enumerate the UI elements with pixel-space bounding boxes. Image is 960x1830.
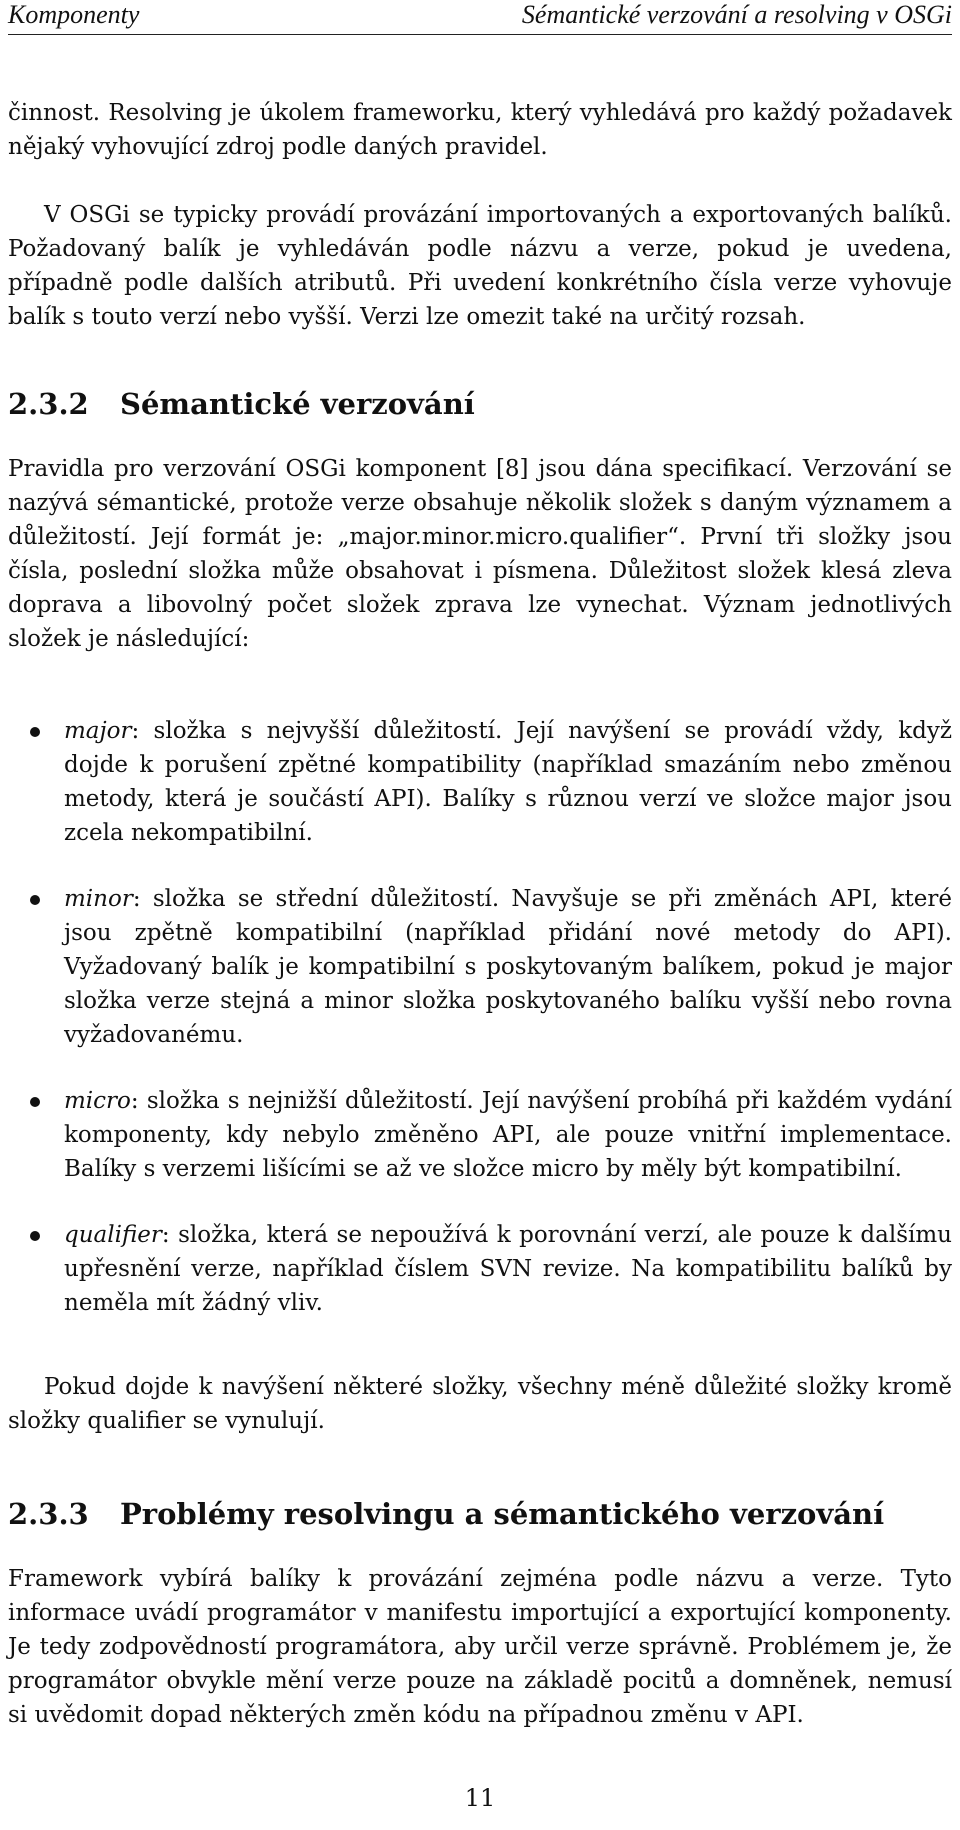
list-item-text: : složka s nejnižší důležitostí. Její navýšení probíhá při každém vydání komponenty, kdy nebylo změněno API, ale pouze vnitřní implementace. Balíky s verzemi lišícími se až ve složce micro by měly být kompatibilní.	[64, 1088, 952, 1182]
section-heading-semantic-versioning	[8, 384, 952, 424]
list-item-term: qualifier	[64, 1222, 162, 1248]
list-item-text: : složka se střední důležitostí. Navyšuje se při změnách API, které jsou zpětně kompatibilní (například přidání nové metody do API). Vyžadovaný balík je kompatibilní s poskytovaným balíkem, pokud je major složka verze stejná a minor složka poskytovaného balíku vyšší nebo rovna vyžadovanému.	[64, 886, 952, 1048]
section-title: Sémantické verzování	[120, 387, 475, 421]
section-number: 2.3.2	[8, 387, 89, 421]
version-components-list	[8, 714, 952, 1320]
bullet-icon	[30, 895, 40, 905]
paragraph-reset-rule: Pokud dojde k navýšení některé složky, všechny méně důležité složky kromě složky qualifier se vynulují.	[8, 1374, 952, 1434]
list-item-qualifier	[8, 1218, 952, 1320]
page-body	[8, 96, 952, 1732]
page-number: 11	[464, 1784, 496, 1812]
header-section-title: Sémantické verzování a resolving v OSGi	[521, 0, 952, 29]
bullet-icon	[30, 1231, 40, 1241]
list-item-micro	[8, 1084, 952, 1186]
bullet-icon	[30, 727, 40, 737]
paragraph-versioning-rules: Pravidla pro verzování OSGi komponent [8] jsou dána specifikací. Verzování se nazývá sémantické, protože verze obsahuje několik složek s daným významem a důležitostí. Její formát je: „major.minor.micro.qualifier“. První tři složky jsou čísla, poslední složka může obsahovat i písmena. Důležitost složek klesá zleva doprava a libovolný počet složek zprava lze vynechat. Význam jednotlivých složek je následující:	[8, 456, 952, 652]
list-item-text: : složka s nejvyšší důležitostí. Její navýšení se provádí vždy, když dojde k porušení zpětné kompatibility (například smazáním nebo změnou metody, která je součástí API). Balíky s různou verzí ve složce major jsou zcela nekompatibilní.	[64, 718, 952, 846]
list-item-term: major	[64, 718, 132, 744]
section-title: Problémy resolvingu a sémantického verzování	[120, 1497, 885, 1531]
section-number: 2.3.3	[8, 1497, 89, 1531]
list-item-minor	[8, 882, 952, 1052]
bullet-icon	[30, 1097, 40, 1107]
paragraph-resolving-problems: Framework vybírá balíky k provázání zejména podle názvu a verze. Tyto informace uvádí programátor v manifestu importující a exportující komponenty. Je tedy zodpovědností programátora, aby určil verze správně. Problémem je, že programátor obvykle mění verze pouze na základě pocitů a domněnek, nemusí si uvědomit dopad některých změn kódu na případnou změnu v API.	[8, 1566, 952, 1728]
list-item-major	[8, 714, 952, 850]
running-header	[8, 0, 952, 35]
paragraph-package-wiring: V OSGi se typicky provádí provázání importovaných a exportovaných balíků. Požadovaný balík je vyhledáván podle názvu a verze, pokud je uvedena, případně podle dalších atributů. Při uvedení konkrétního čísla verze vyhovuje balík s touto verzí nebo vyšší. Verzi lze omezit také na určitý rozsah.	[8, 202, 952, 330]
section-heading-resolving-problems	[8, 1494, 952, 1534]
header-chapter-title: Komponenty	[8, 0, 140, 29]
paragraph-resolving-continued: činnost. Resolving je úkolem frameworku, který vyhledává pro každý požadavek nějaký vyhovující zdroj podle daných pravidel.	[8, 100, 952, 160]
list-item-term: micro	[64, 1088, 131, 1114]
list-item-text: : složka, která se nepoužívá k porovnání verzí, ale pouze k dalšímu upřesnění verze, například číslem SVN revize. Na kompatibilitu balíků by neměla mít žádný vliv.	[64, 1222, 952, 1316]
list-item-term: minor	[64, 886, 133, 912]
